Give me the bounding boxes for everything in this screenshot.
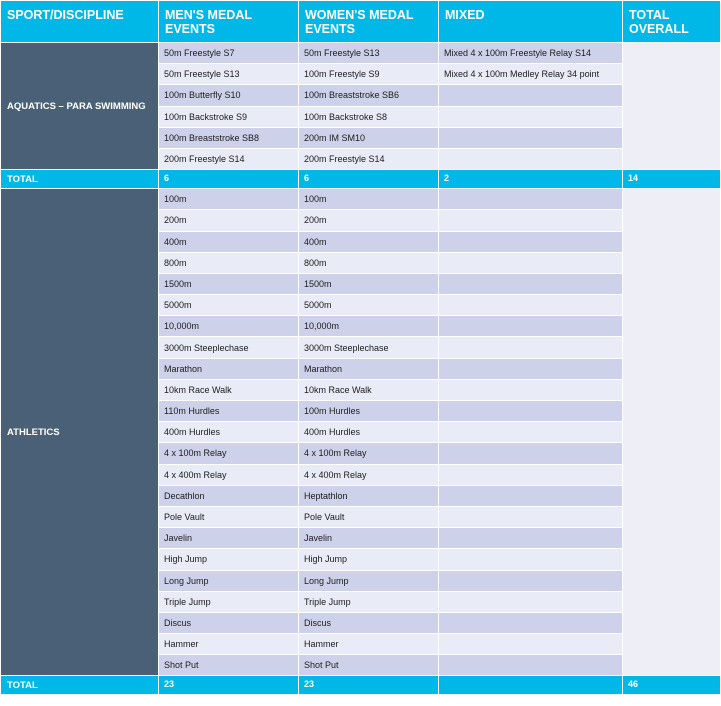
mixed-event-cell: Mixed 4 x 100m Freestyle Relay S14 — [439, 43, 623, 64]
women-event-cell: 200m — [299, 210, 439, 231]
mixed-event-cell — [439, 379, 623, 400]
sport-name-aquatics: AQUATICS – PARA SWIMMING — [1, 43, 159, 170]
men-event-cell: 5000m — [159, 295, 299, 316]
men-event-cell: Shot Put — [159, 655, 299, 676]
women-event-cell: 5000m — [299, 295, 439, 316]
overall-cell-aquatics — [623, 43, 721, 170]
total-women-cell: 6 — [299, 170, 439, 189]
table-row — [1, 43, 721, 64]
women-event-cell: 400m Hurdles — [299, 422, 439, 443]
women-event-cell: Marathon — [299, 358, 439, 379]
total-mixed-cell — [439, 676, 623, 695]
men-event-cell: 100m — [159, 189, 299, 210]
women-event-cell: 4 x 100m Relay — [299, 443, 439, 464]
women-event-cell: 10km Race Walk — [299, 379, 439, 400]
mixed-event-cell — [439, 295, 623, 316]
total-women-cell: 23 — [299, 676, 439, 695]
table-row — [1, 189, 721, 210]
men-event-cell: Hammer — [159, 634, 299, 655]
header-mixed: MIXED — [439, 1, 623, 43]
women-event-cell: 4 x 400m Relay — [299, 464, 439, 485]
mixed-event-cell — [439, 570, 623, 591]
mixed-event-cell — [439, 210, 623, 231]
women-event-cell: 3000m Steeplechase — [299, 337, 439, 358]
women-event-cell: 100m Backstroke S8 — [299, 106, 439, 127]
women-event-cell: Heptathlon — [299, 485, 439, 506]
men-event-cell: 10km Race Walk — [159, 379, 299, 400]
men-event-cell: 100m Breaststroke SB8 — [159, 127, 299, 148]
women-event-cell: Shot Put — [299, 655, 439, 676]
women-event-cell: Pole Vault — [299, 506, 439, 527]
total-row-athletics — [1, 676, 721, 695]
men-event-cell: Decathlon — [159, 485, 299, 506]
mixed-event-cell — [439, 506, 623, 527]
total-overall-cell: 14 — [623, 170, 721, 189]
men-event-cell: Pole Vault — [159, 506, 299, 527]
header-women: WOMEN'S MEDAL EVENTS — [299, 1, 439, 43]
mixed-event-cell — [439, 231, 623, 252]
overall-cell-athletics — [623, 189, 721, 676]
mixed-event-cell — [439, 273, 623, 294]
total-men-cell: 23 — [159, 676, 299, 695]
total-mixed-cell: 2 — [439, 170, 623, 189]
women-event-cell: 100m — [299, 189, 439, 210]
mixed-event-cell — [439, 485, 623, 506]
men-event-cell: Marathon — [159, 358, 299, 379]
men-event-cell: 200m Freestyle S14 — [159, 148, 299, 169]
men-event-cell: 3000m Steeplechase — [159, 337, 299, 358]
men-event-cell: 100m Butterfly S10 — [159, 85, 299, 106]
mixed-event-cell — [439, 443, 623, 464]
men-event-cell: Triple Jump — [159, 591, 299, 612]
sport-name-athletics: ATHLETICS — [1, 189, 159, 676]
women-event-cell: Long Jump — [299, 570, 439, 591]
header-total-overall: TOTAL OVERALL — [623, 1, 721, 43]
total-row-aquatics — [1, 170, 721, 189]
women-event-cell: 100m Freestyle S9 — [299, 64, 439, 85]
men-event-cell: 4 x 100m Relay — [159, 443, 299, 464]
women-event-cell: Javelin — [299, 528, 439, 549]
women-event-cell: 400m — [299, 231, 439, 252]
men-event-cell: 400m Hurdles — [159, 422, 299, 443]
women-event-cell: 10,000m — [299, 316, 439, 337]
men-event-cell: High Jump — [159, 549, 299, 570]
mixed-event-cell — [439, 401, 623, 422]
women-event-cell: 100m Hurdles — [299, 401, 439, 422]
men-event-cell: Javelin — [159, 528, 299, 549]
women-event-cell: High Jump — [299, 549, 439, 570]
mixed-event-cell — [439, 634, 623, 655]
women-event-cell: 800m — [299, 252, 439, 273]
men-event-cell: 110m Hurdles — [159, 401, 299, 422]
men-event-cell: 200m — [159, 210, 299, 231]
mixed-event-cell: Mixed 4 x 100m Medley Relay 34 point — [439, 64, 623, 85]
men-event-cell: 1500m — [159, 273, 299, 294]
mixed-event-cell — [439, 422, 623, 443]
women-event-cell: 100m Breaststroke SB6 — [299, 85, 439, 106]
men-event-cell: Long Jump — [159, 570, 299, 591]
men-event-cell: 100m Backstroke S9 — [159, 106, 299, 127]
mixed-event-cell — [439, 148, 623, 169]
men-event-cell: 400m — [159, 231, 299, 252]
mixed-event-cell — [439, 612, 623, 633]
men-event-cell: Discus — [159, 612, 299, 633]
header-men: MEN'S MEDAL EVENTS — [159, 1, 299, 43]
men-event-cell: 50m Freestyle S7 — [159, 43, 299, 64]
women-event-cell: Discus — [299, 612, 439, 633]
mixed-event-cell — [439, 106, 623, 127]
mixed-event-cell — [439, 358, 623, 379]
men-event-cell: 800m — [159, 252, 299, 273]
women-event-cell: Hammer — [299, 634, 439, 655]
total-label-cell: TOTAL — [1, 676, 159, 695]
mixed-event-cell — [439, 189, 623, 210]
women-event-cell: 200m Freestyle S14 — [299, 148, 439, 169]
men-event-cell: 10,000m — [159, 316, 299, 337]
women-event-cell: 1500m — [299, 273, 439, 294]
total-label-cell: TOTAL — [1, 170, 159, 189]
mixed-event-cell — [439, 655, 623, 676]
men-event-cell: 50m Freestyle S13 — [159, 64, 299, 85]
mixed-event-cell — [439, 85, 623, 106]
mixed-event-cell — [439, 549, 623, 570]
mixed-event-cell — [439, 528, 623, 549]
header-sport: SPORT/DISCIPLINE — [1, 1, 159, 43]
mixed-event-cell — [439, 127, 623, 148]
women-event-cell: 50m Freestyle S13 — [299, 43, 439, 64]
mixed-event-cell — [439, 337, 623, 358]
total-men-cell: 6 — [159, 170, 299, 189]
mixed-event-cell — [439, 316, 623, 337]
women-event-cell: 200m IM SM10 — [299, 127, 439, 148]
women-event-cell: Triple Jump — [299, 591, 439, 612]
men-event-cell: 4 x 400m Relay — [159, 464, 299, 485]
table-body — [1, 43, 721, 695]
mixed-event-cell — [439, 591, 623, 612]
total-overall-cell: 46 — [623, 676, 721, 695]
mixed-event-cell — [439, 252, 623, 273]
header-row — [1, 1, 721, 43]
mixed-event-cell — [439, 464, 623, 485]
